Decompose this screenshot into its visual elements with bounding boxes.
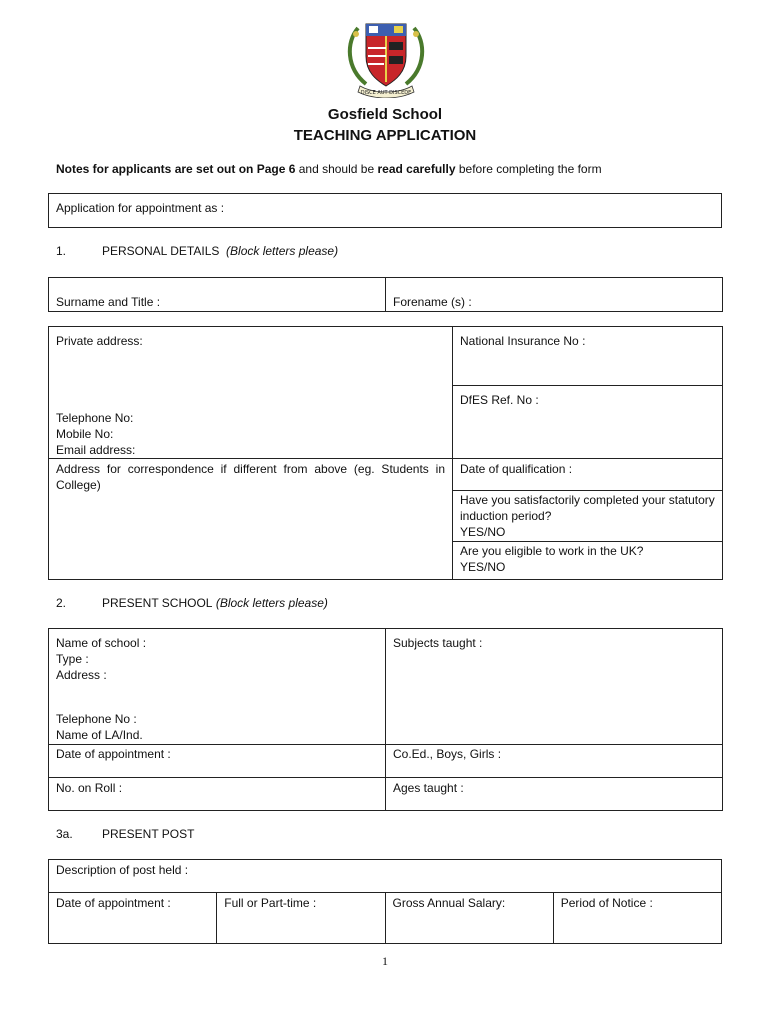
private-address-label: Private address:: [56, 334, 143, 348]
name-table: [48, 277, 723, 312]
ages-taught-field[interactable]: [386, 778, 723, 811]
section2-note: (Block letters please): [215, 596, 328, 610]
correspondence-label: Address for correspondence if different from above (eg. Students in College): [56, 462, 445, 492]
eligible-question: Are you eligible to work in the UK?: [460, 544, 644, 558]
induction-question: Have you satisfactorily completed your statutory induction period?: [460, 493, 715, 523]
notes-line: [56, 162, 602, 176]
school-date-appointment-label: Date of appointment :: [56, 747, 171, 761]
present-school-table: [48, 628, 723, 811]
school-date-appointment-field[interactable]: [49, 745, 386, 778]
ni-number-field[interactable]: [453, 327, 723, 386]
salary-field[interactable]: [385, 893, 553, 944]
section2-number: 2.: [56, 596, 67, 610]
notes-bold-1: Notes for applicants are set out on Page 6: [56, 162, 296, 176]
ages-taught-label: Ages taught :: [393, 781, 464, 795]
application-for-label: Application for appointment as :: [56, 201, 225, 215]
date-qualification-label: Date of qualification :: [460, 462, 573, 476]
subjects-taught-field[interactable]: [386, 629, 723, 745]
mobile-label: Mobile No:: [56, 427, 114, 441]
section3a-title: PRESENT POST: [102, 827, 195, 841]
school-name: Gosfield School: [327, 106, 443, 123]
school-telephone-label: Telephone No :: [56, 712, 137, 726]
section1-note: (Block letters please): [226, 244, 339, 258]
surname-field[interactable]: [49, 278, 386, 312]
type-label: Type :: [56, 652, 89, 666]
notes-text-2: and should be: [295, 162, 378, 176]
no-on-roll-label: No. on Roll :: [56, 781, 123, 795]
application-for-field[interactable]: [49, 194, 722, 228]
notice-period-label: Period of Notice :: [560, 896, 653, 910]
section1-title: PERSONAL DETAILS: [102, 244, 220, 258]
post-description-field[interactable]: [49, 860, 722, 893]
coed-label: Co.Ed., Boys, Girls :: [393, 747, 502, 761]
forename-field[interactable]: [386, 278, 723, 312]
form-title: TEACHING APPLICATION: [293, 127, 477, 144]
page-number: 1: [382, 954, 388, 968]
induction-field[interactable]: [453, 491, 723, 542]
post-description-label: Description of post held :: [56, 863, 189, 877]
email-label: Email address:: [56, 443, 136, 457]
personal-details-table: [48, 326, 723, 580]
eligible-field[interactable]: [453, 542, 723, 580]
post-date-appointment-label: Date of appointment :: [56, 896, 171, 910]
school-crest-logo: [340, 20, 432, 98]
telephone-label: Telephone No:: [56, 411, 134, 425]
section2-title: PRESENT SCHOOL: [102, 596, 213, 610]
induction-answer: YES/NO: [460, 525, 506, 539]
dfes-ref-field[interactable]: [453, 386, 723, 459]
full-part-time-field[interactable]: [217, 893, 385, 944]
la-label: Name of LA/Ind.: [56, 728, 143, 742]
section1-number: 1.: [56, 244, 67, 258]
eligible-answer: YES/NO: [460, 560, 506, 574]
full-part-time-label: Full or Part-time :: [224, 896, 317, 910]
ni-number-label: National Insurance No :: [460, 334, 586, 348]
name-of-school-label: Name of school :: [56, 636, 147, 650]
notes-text-4: before completing the form: [455, 162, 602, 176]
surname-label: Surname and Title :: [56, 295, 161, 309]
section3a-number: 3a.: [56, 827, 73, 841]
address-label: Address :: [56, 668, 107, 682]
correspondence-address-field[interactable]: [49, 459, 453, 580]
application-for-table: [48, 193, 722, 228]
notice-period-field[interactable]: [553, 893, 721, 944]
notes-bold-3: read carefully: [377, 162, 456, 176]
dfes-ref-label: DfES Ref. No :: [460, 393, 539, 407]
school-details-field[interactable]: [49, 629, 386, 745]
coed-field[interactable]: [386, 745, 723, 778]
salary-label: Gross Annual Salary:: [392, 896, 506, 910]
present-post-table: [48, 859, 722, 944]
forename-label: Forename (s) :: [393, 295, 472, 309]
date-qualification-field[interactable]: [453, 459, 723, 491]
post-date-appointment-field[interactable]: [49, 893, 217, 944]
no-on-roll-field[interactable]: [49, 778, 386, 811]
private-address-field[interactable]: [49, 327, 453, 459]
subjects-taught-label: Subjects taught :: [393, 636, 483, 650]
crest-motto: DISCE AUT DISCEDE: [360, 90, 412, 96]
